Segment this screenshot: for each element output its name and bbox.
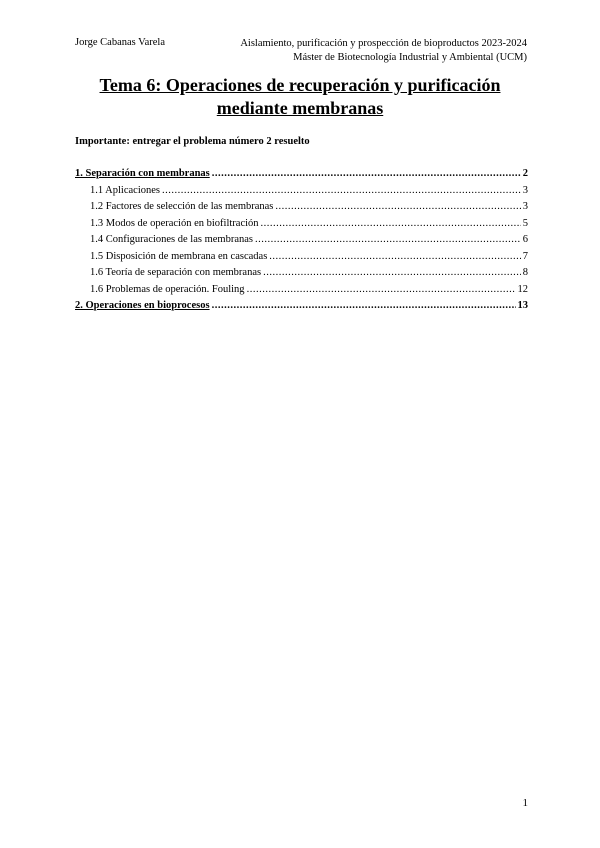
toc-entry-label: 1.6 Teoría de separación con membranas <box>90 267 262 278</box>
toc-leader-dots <box>247 284 516 295</box>
toc-entry-page: 3 <box>522 201 528 212</box>
toc-leader-dots <box>263 267 521 278</box>
toc-leader-dots <box>212 168 521 179</box>
toc-entry[interactable] <box>75 300 528 317</box>
header-course-line1: Aislamiento, purificación y prospección de bioproductos 2023-2024 <box>240 38 527 49</box>
page-title-line1: Tema 6: Operaciones de recuperación y purificación <box>99 75 501 95</box>
toc-entry-label: 1.6 Problemas de operación. Fouling <box>90 283 245 295</box>
toc-entry-label: 1.5 Disposición de membrana en cascadas <box>90 250 268 262</box>
toc-entry-page: 5 <box>522 217 528 229</box>
toc-entry-label: 2. Operaciones en bioprocesos <box>75 300 210 311</box>
page-number: 1 <box>522 797 528 809</box>
toc-entry[interactable] <box>75 267 528 284</box>
toc-leader-dots <box>275 201 520 212</box>
toc-entry[interactable] <box>75 284 528 301</box>
header-author: Jorge Cabanas Varela <box>75 37 165 48</box>
toc-entry[interactable] <box>75 185 528 202</box>
toc-entry-page: 6 <box>522 234 528 245</box>
toc-leader-dots <box>269 251 520 262</box>
toc-entry[interactable] <box>75 251 528 268</box>
toc-leader-dots <box>212 300 516 311</box>
toc-entry-page: 8 <box>522 267 528 278</box>
table-of-contents <box>75 168 528 317</box>
toc-leader-dots <box>255 234 521 245</box>
toc-leader-dots <box>162 185 521 196</box>
toc-entry-label: 1.3 Modos de operación en biofiltración <box>90 217 259 229</box>
toc-entry-page: 2 <box>522 168 528 179</box>
toc-entry-label: 1.4 Configuraciones de las membranas <box>90 234 253 245</box>
toc-entry-page: 13 <box>517 300 528 311</box>
toc-entry-label: 1. Separación con membranas <box>75 168 210 179</box>
toc-entry-label: 1.2 Factores de selección de las membranas <box>90 201 274 212</box>
toc-leader-dots <box>261 218 521 229</box>
toc-entry[interactable] <box>75 201 528 218</box>
toc-entry[interactable] <box>75 234 528 251</box>
toc-entry[interactable] <box>75 168 528 185</box>
header-course-line2: Máster de Biotecnología Industrial y Ambiental (UCM) <box>293 51 527 63</box>
toc-entry-page: 7 <box>522 250 528 262</box>
page-title <box>60 74 540 120</box>
header-course <box>240 37 527 64</box>
toc-entry[interactable] <box>75 218 528 235</box>
page-title-line2: mediante membranas <box>216 98 384 118</box>
toc-entry-label: 1.1 Aplicaciones <box>90 184 160 196</box>
toc-entry-page: 3 <box>522 184 528 196</box>
toc-entry-page: 12 <box>517 283 528 295</box>
important-note: Importante: entregar el problema número 2 resuelto <box>75 136 310 147</box>
